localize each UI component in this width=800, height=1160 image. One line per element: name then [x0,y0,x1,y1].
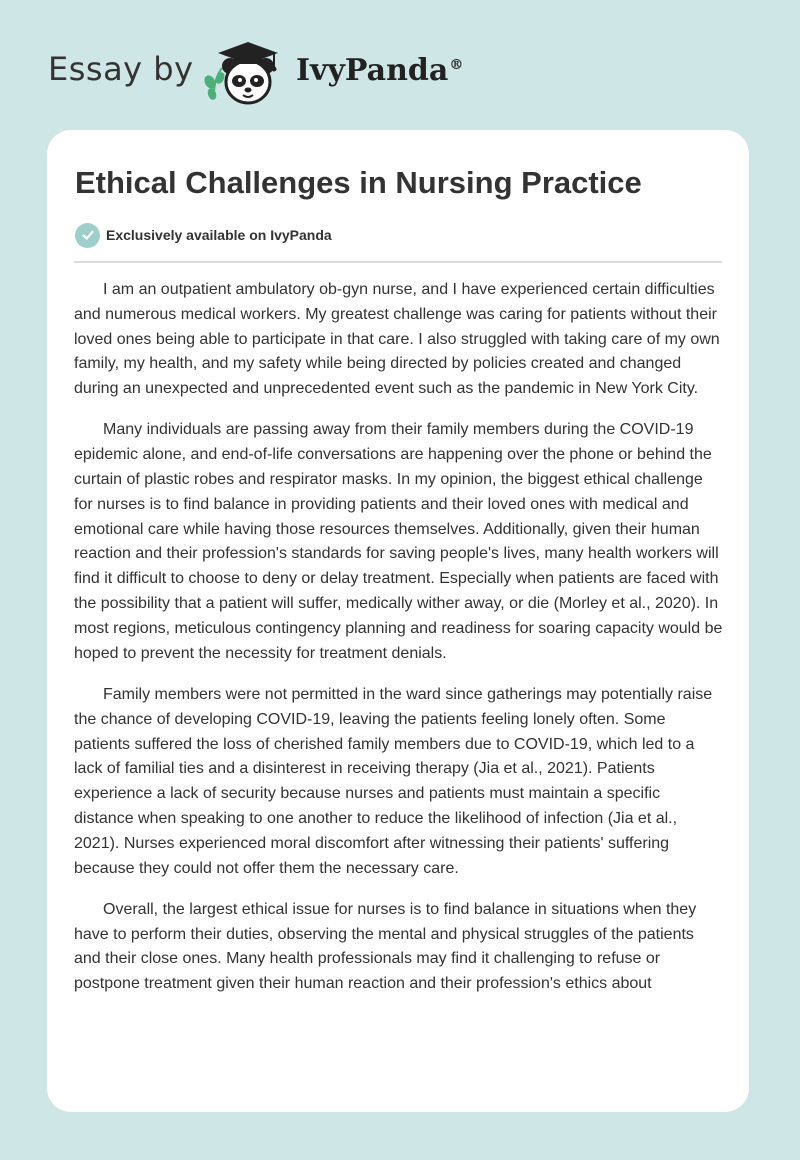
divider [74,261,722,263]
paragraph: Family members were not permitted in the ward since gatherings may potentially raise the chance of developing COVID-19, leaving the patients feeling lonely often. Some patients suffered the loss of cherished family members due to COVID-19, which led to a lack of familial ties and a disinterest in receiving therapy (Jia et al., 2021). Patients experience a lack of security because nurses and patients must maintain a specific distance when speaking to one another to reduce the likelihood of infection (Jia et al., 2021). Nurses experienced moral discomfort after witnessing their patients' suffering because they could not offer them the necessary care. [74,685,713,877]
badge-label: Exclusively available on IvyPanda [106,227,332,243]
page-title: Ethical Challenges in Nursing Practice [75,165,642,200]
paragraph: Overall, the largest ethical issue for nurses is to find balance in situations when they have to perform their duties, observing the mental and physical struggles of the patients and their close ones. Many health professionals may find it challenging to refuse or postpone treatment given their human reaction and their profession's ethics about [74,900,697,993]
essay-card [47,130,749,1112]
panda-graduate-icon [200,36,292,108]
check-icon [75,223,100,248]
essay-by-label: Essay by [48,50,194,88]
paragraph: Many individuals are passing away from their family members during the COVID-19 epidemic alone, and end-of-life conversations are happening over the phone or behind the curtain of plastic robes and respirator masks. In my opinion, the biggest ethical challenge for nurses is to find balance in providing patients and their loved ones with medical and emotional care while having those resources themselves. Additionally, given their human reaction and their profession's standards for saving people's lives, many health workers will find it difficult to choose to deny or delay treatment. Especially when patients are faced with the possibility that a patient will suffer, medically wither away, or die (Morley et al., 2020). In most regions, meticulous contingency planning and readiness for soaring capacity would be hoped to prevent the necessity for treatment denials. [74,421,723,662]
article-body [74,278,724,1014]
brand-name[interactable]: IvyPanda® [296,53,464,88]
registered-mark: ® [449,57,464,73]
site-header [0,0,800,130]
paragraph: I am an outpatient ambulatory ob-gyn nurse, and I have experienced certain difficulties and numerous medical workers. My greatest challenge was caring for patients without their loved ones being able to participate in that care. I also struggled with taking care of my own family, my health, and my safety while being directed by policies created and changed during an unexpected and unprecedented event such as the pandemic in New York City. [74,281,720,398]
exclusive-badge [75,222,332,248]
